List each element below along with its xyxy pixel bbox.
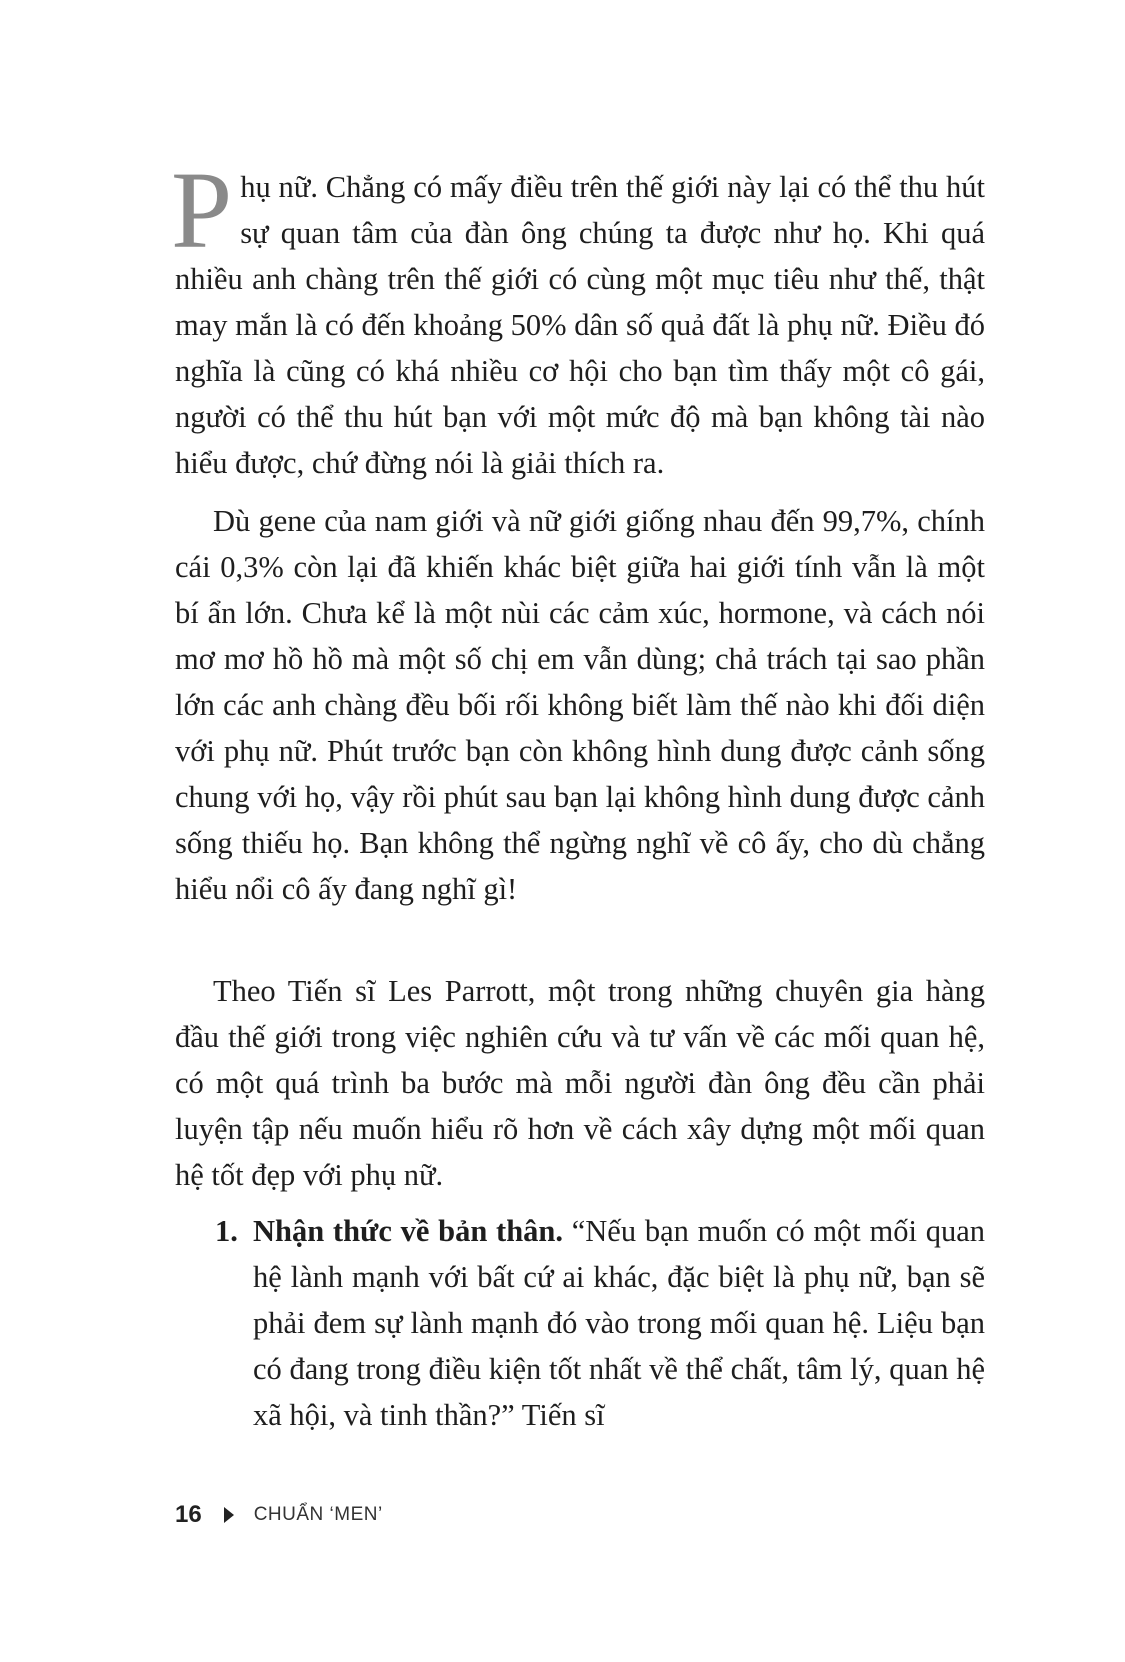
running-title: CHUẨN ‘MEN’	[253, 1504, 383, 1525]
triangle-right-icon	[224, 1507, 234, 1523]
paragraph-1	[171, 149, 985, 486]
paragraph-1-text: hụ nữ. Chẳng có mấy điều trên thế giới này lại có thể thu hút sự quan tâm của đàn ông chúng ta được như họ. Khi quá nhiều anh chàng trên thế giới có cùng một mục tiêu như thế, thật may mắn là có đến khoảng 50% dân số quả đất là phụ nữ. Điều đó nghĩa là cũng có khá nhiều cơ hội cho bạn tìm thấy một cô gái, người có thể thu hút bạn với một mức độ mà bạn không tài nào hiểu được, chứ đừng nói là giải thích ra.	[175, 170, 985, 480]
list-item-text: “Nếu bạn muốn có một mối quan hệ lành mạnh với bất cứ ai khác, đặc biệt là phụ nữ, bạn sẽ phải đem sự lành mạnh đó vào trong mối quan hệ. Liệu bạn có đang trong điều kiện tốt nhất về thể chất, tâm lý, quan hệ xã hội, và tinh thần?” Tiến sĩ	[253, 1214, 985, 1432]
list-item-number: 1.	[215, 1214, 238, 1248]
paragraph-2: Dù gene của nam giới và nữ giới giống nhau đến 99,7%, chính cái 0,3% còn lại đã khiến khác biệt giữa hai giới tính vẫn là một bí ẩn lớn. Chưa kể là một nùi các cảm xúc, hormone, và cách nói mơ mơ hồ hồ mà một số chị em vẫn dùng; chả trách tại sao phần lớn các anh chàng đều bối rối không biết làm thế nào khi đối diện với phụ nữ. Phút trước bạn còn không hình dung được cảnh sống chung với họ, vậy rồi phút sau bạn lại không hình dung được cảnh sống thiếu họ. Bạn không thể ngừng nghĩ về cô ấy, cho dù chẳng hiểu nổi cô ấy đang nghĩ gì!	[175, 504, 985, 906]
list-item-lead: Nhận thức về bản thân.	[253, 1214, 564, 1248]
page-number: 16	[175, 1501, 202, 1528]
drop-cap: P	[171, 149, 233, 271]
list-item-1	[215, 1208, 985, 1438]
paragraph-3: Theo Tiến sĩ Les Parrott, một trong những chuyên gia hàng đầu thế giới trong việc nghiên cứu và tư vấn về các mối quan hệ, có một quá trình ba bước mà mỗi người đàn ông đều cần phải luyện tập nếu muốn hiểu rõ hơn về cách xây dựng một mối quan hệ tốt đẹp với phụ nữ.	[175, 974, 985, 1192]
page-footer	[175, 1500, 383, 1530]
